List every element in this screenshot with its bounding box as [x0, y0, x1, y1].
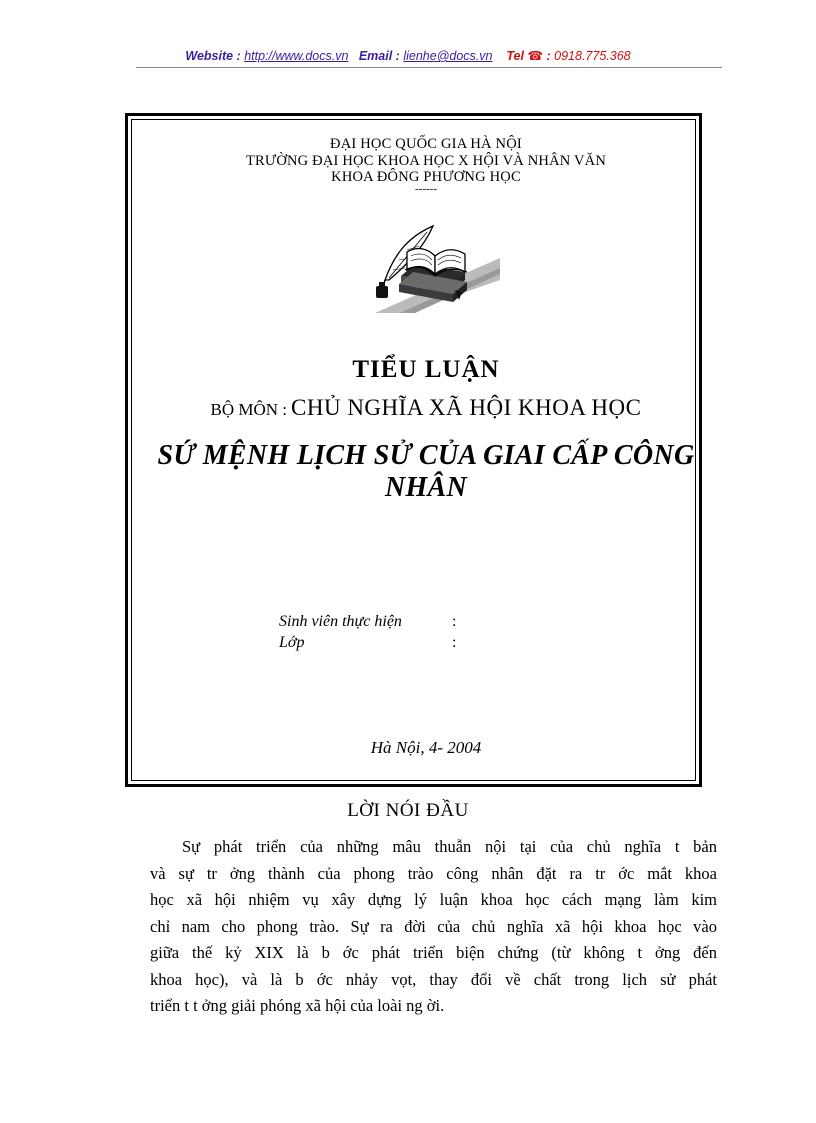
tel-label: Tel ☎ :: [506, 49, 551, 63]
class-colon: :: [452, 634, 457, 651]
student-colon: :: [452, 613, 457, 630]
header-rule: [136, 67, 722, 68]
university-line-3: KHOA ĐÔNG PHƯƠNG HỌC: [331, 169, 521, 185]
book-illustration: [355, 218, 500, 313]
subject-label: BỘ MÔN :: [210, 400, 288, 419]
email-separator: :: [392, 49, 400, 63]
subject-line: [125, 395, 727, 421]
preface-line: học xã hội nhiệm vụ xây dựng lý luận khoa học cách mạng làm kim: [150, 890, 717, 909]
university-line-2: TRƯỜNG ĐẠI HỌC KHOA HỌC X HỘI VÀ NHÂN VĂN: [245, 153, 607, 169]
website-label: Website :: [185, 49, 241, 63]
university-line-1: ĐẠI HỌC QUỐC GIA HÀ NỘI: [330, 136, 522, 152]
place-date: Hà Nội, 4- 2004: [370, 738, 482, 757]
open-book-stack-icon: [399, 249, 467, 302]
document-type: TIỂU LUẬN: [352, 356, 500, 383]
preface-line: Sự phát triển của những mâu thuẫn nội tại của chủ nghĩa t bản: [182, 837, 717, 856]
divider-dashes: ------: [415, 183, 437, 195]
preface-heading: LỜI NÓI ĐẦU: [347, 800, 469, 821]
subject-name: CHỦ NGHĨA XÃ HỘI KHOA HỌC: [291, 395, 642, 420]
preface-line: và sự tr ởng thành của phong trào công nhân đặt ra tr ớc mắt khoa: [150, 863, 717, 883]
student-label: Sinh viên thực hiện: [279, 613, 402, 630]
preface-line: triển t t ởng giải phóng xã hội của loài ng ời.: [150, 996, 445, 1015]
preface-line: khoa học), và là b ớc nhảy vọt, thay đổi về chất trong lịch sử phát: [150, 969, 717, 989]
essay-title: SỨ MỆNH LỊCH SỬ CỦA GIAI CẤP CÔNG NHÂN: [157, 440, 695, 503]
class-label: Lớp: [279, 634, 305, 651]
preface-paragraph: [150, 834, 717, 1020]
preface-line: chỉ nam cho phong trào. Sự ra đời của chủ nghĩa xã hội khoa học vào: [150, 916, 717, 936]
preface-line: giữa thế kỷ XIX là b ớc phát triển biện chứng (từ không t ởng đến: [150, 943, 717, 962]
page-header: [0, 48, 816, 63]
email-label: Email: [358, 49, 393, 63]
tel-number: 0918.775.368: [554, 49, 631, 63]
email-link[interactable]: lienhe@docs.vn: [403, 49, 493, 63]
website-link[interactable]: http://www.docs.vn: [244, 49, 349, 63]
